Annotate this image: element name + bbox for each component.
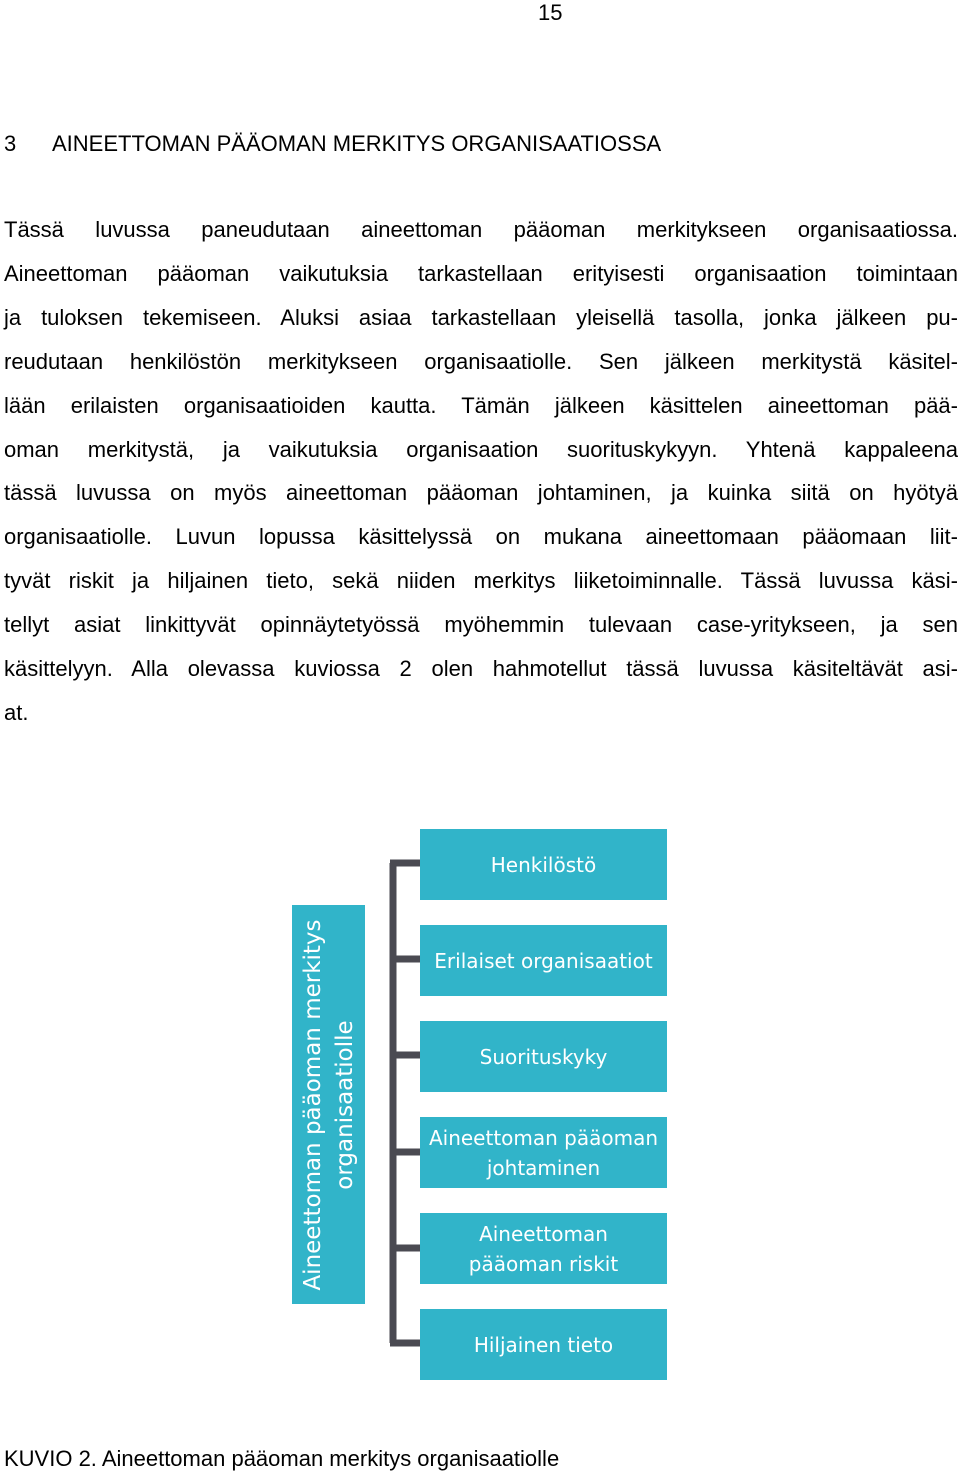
paragraph-line: tellyt asiat linkittyvät opinnäytetyössä myöhemmin tulevaan case-yritykseen, ja sen xyxy=(4,612,958,638)
node-erilaiset-organisaatiot: Erilaiset organisaatiot xyxy=(420,925,667,996)
paragraph-line: käsittelyyn. Alla olevassa kuviossa 2 olen hahmotellut tässä luvussa käsiteltävät asi- xyxy=(4,656,958,682)
page-number: 15 xyxy=(538,0,563,25)
paragraph-line: organisaatiolle. Luvun lopussa käsittelyssä on mukana aineettomaan pääomaan liit- xyxy=(4,524,958,550)
paragraph-line: oman merkitystä, ja vaikutuksia organisaation suorituskykyyn. Yhtenä kappaleena xyxy=(4,436,958,462)
node-johtaminen: Aineettoman pääoman johtaminen xyxy=(420,1117,667,1188)
root-node xyxy=(292,905,365,1304)
paragraph-line: tässä luvussa on myös aineettoman pääoman johtaminen, ja kuinka siitä on hyötyä xyxy=(4,480,958,506)
figure-caption: KUVIO 2. Aineettoman pääoman merkitys organisaatiolle xyxy=(4,1446,560,1471)
section-title: AINEETTOMAN PÄÄOMAN MERKITYS ORGANISAATIOSSA xyxy=(52,131,662,156)
paragraph-line: at. xyxy=(4,699,29,725)
node-riskit: Aineettoman pääoman riskit xyxy=(420,1213,667,1284)
paragraph-line: Aineettoman pääoman vaikutuksia tarkastellaan erityisesti organisaation toimintaan xyxy=(4,260,958,286)
paragraph-line: tyvät riskit ja hiljainen tieto, sekä niiden merkitys liiketoiminnalle. Tässä luvussa käsi- xyxy=(4,568,958,594)
paragraph-line: reudutaan henkilöstön merkitykseen organisaatiolle. Sen jälkeen merkitystä käsitel- xyxy=(4,348,958,374)
node-hiljainen-tieto: Hiljainen tieto xyxy=(420,1309,667,1380)
root-node-label: Aineettoman pääoman merkitys organisaatiolle xyxy=(299,918,358,1291)
node-henkilosto: Henkilöstö xyxy=(420,829,667,900)
paragraph-line: lään erilaisten organisaatioiden kautta. Tämän jälkeen käsittelen aineettoman pää- xyxy=(4,392,958,418)
section-number: 3 xyxy=(4,131,17,156)
node-suorituskyky: Suorituskyky xyxy=(420,1021,667,1092)
paragraph-line: ja tuloksen tekemiseen. Aluksi asiaa tarkastellaan yleisellä tasolla, jonka jälkeen pu- xyxy=(4,304,958,330)
paragraph-line: Tässä luvussa paneudutaan aineettoman pääoman merkitykseen organisaatiossa. xyxy=(4,217,958,242)
body-paragraph xyxy=(4,208,958,735)
section-heading xyxy=(4,130,661,158)
